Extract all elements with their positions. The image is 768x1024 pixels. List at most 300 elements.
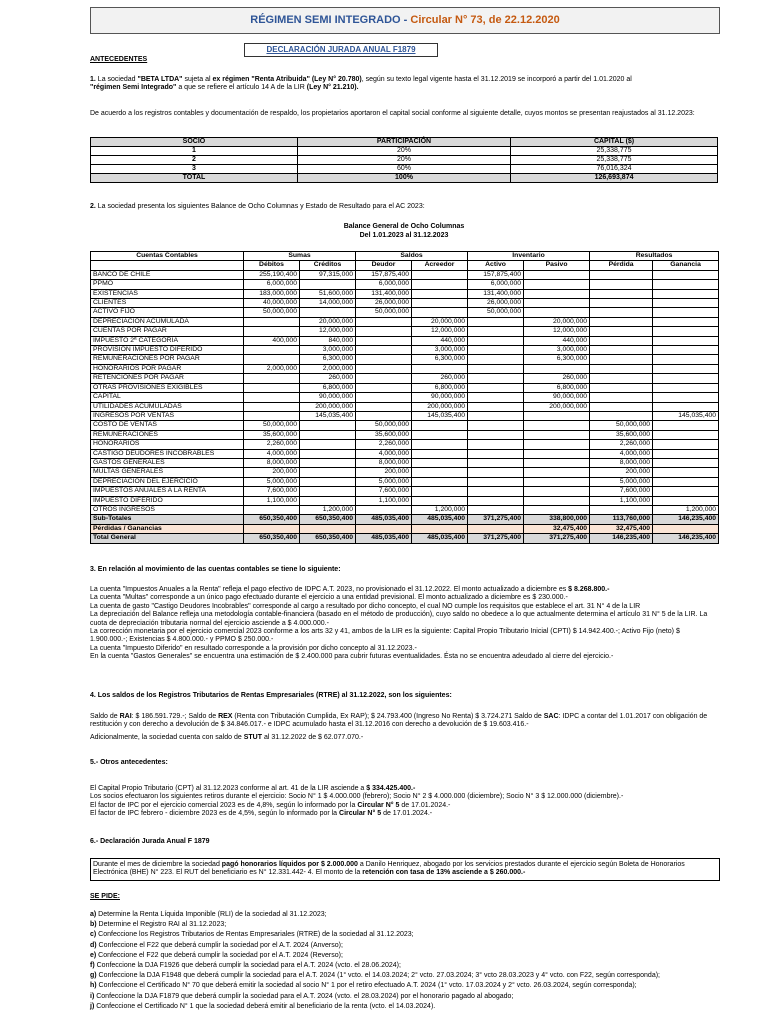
amount-cell [412, 299, 468, 308]
amount-cell [356, 374, 412, 383]
amount-cell [524, 411, 590, 420]
amount-cell: 12,000,000 [300, 327, 356, 336]
col-header: SOCIO [91, 138, 298, 147]
amount-cell [590, 308, 653, 317]
table-row [91, 496, 719, 505]
amount-cell [590, 411, 653, 420]
amount-cell: 51,600,000 [300, 289, 356, 298]
col-header: Ganancia [653, 261, 719, 270]
amount-cell [300, 430, 356, 439]
amount-cell: 485,035,400 [356, 534, 412, 543]
amount-cell: 97,315,000 [300, 270, 356, 279]
s5-line: Los socios efectuaron los siguientes retiros durante el ejercicio: Socio N° 1 $ 4.000.000 (febrero); Socio N° 2 $ 4.000.000 (diciembre); Socio N° 3 $ 12.000.000 (diciembre).- [90, 793, 624, 801]
amount-cell: 145,035,400 [300, 411, 356, 420]
col-header: Pérdida [590, 261, 653, 270]
amount-cell [300, 487, 356, 496]
sub-row [91, 515, 719, 524]
amount-cell [653, 477, 719, 486]
amount-cell: 3,000,000 [524, 346, 590, 355]
amount-cell [524, 280, 590, 289]
amount-cell: 113,760,000 [590, 515, 653, 524]
amount-cell: 20,000,000 [412, 317, 468, 326]
account-name: BANCO DE CHILE [91, 270, 244, 279]
amount-cell [524, 487, 590, 496]
amount-cell [524, 289, 590, 298]
account-name: UTILIDADES ACUMULADAS [91, 402, 244, 411]
table-row [91, 280, 719, 289]
se-pide-list [90, 911, 718, 1013]
amount-cell [412, 308, 468, 317]
amount-cell [244, 374, 300, 383]
antecedentes-p2: De acuerdo a los registros contables y documentación de respaldo, los propietarios aportaron el capital social conforme al siguiente detalle, cuyos montos se presentan reajustados al 31.12.2023: [90, 110, 695, 117]
table-row [91, 374, 719, 383]
amount-cell: 6,300,000 [524, 355, 590, 364]
amount-cell [653, 449, 719, 458]
amount-cell [590, 364, 653, 373]
amount-cell: 200,000,000 [412, 402, 468, 411]
amount-cell: 145,035,400 [653, 411, 719, 420]
amount-cell [653, 458, 719, 467]
amount-cell [356, 505, 412, 514]
amount-cell [590, 355, 653, 364]
amount-cell: 7,600,000 [590, 487, 653, 496]
amount-cell [468, 402, 524, 411]
amount-cell [590, 317, 653, 326]
tot-row [91, 534, 719, 543]
amount-cell: 485,035,400 [412, 515, 468, 524]
amount-cell: 146,235,400 [653, 515, 719, 524]
table-row [91, 327, 719, 336]
amount-cell [653, 270, 719, 279]
amount-cell [468, 487, 524, 496]
amount-cell [524, 496, 590, 505]
account-name: INGRESOS POR VENTAS [91, 411, 244, 420]
amount-cell [468, 524, 524, 533]
table-row [91, 458, 719, 467]
amount-cell: 371,275,400 [468, 534, 524, 543]
se-pide-heading: SE PIDE: [90, 893, 120, 900]
amount-cell: 32,475,400 [524, 524, 590, 533]
amount-cell [524, 440, 590, 449]
account-name: RETENCIONES POR PAGAR [91, 374, 244, 383]
account-name: DEPRECIACION DEL EJERCICIO [91, 477, 244, 486]
amount-cell: 2,260,000 [356, 440, 412, 449]
amount-cell [524, 505, 590, 514]
amount-cell [412, 280, 468, 289]
amount-cell: 371,275,400 [524, 534, 590, 543]
amount-cell [356, 524, 412, 533]
amount-cell: 1,100,000 [244, 496, 300, 505]
amount-cell: 32,475,400 [590, 524, 653, 533]
col-header: Saldos [356, 252, 468, 261]
title-regime: RÉGIMEN SEMI INTEGRADO - [250, 14, 411, 26]
s4-p2: Adicionalmente, la sociedad cuenta con saldo de STUT al 31.12.2022 de $ 62.077.070.- [90, 734, 364, 741]
amount-cell [653, 336, 719, 345]
amount-cell [468, 458, 524, 467]
amount-cell [356, 327, 412, 336]
amount-cell [356, 317, 412, 326]
amount-cell [468, 355, 524, 364]
account-name: REMUNERACIONES [91, 430, 244, 439]
amount-cell [524, 477, 590, 486]
antecedentes-heading: ANTECEDENTES [90, 56, 148, 63]
amount-cell [412, 458, 468, 467]
amount-cell: 20,000,000 [300, 317, 356, 326]
amount-cell [412, 468, 468, 477]
amount-cell [590, 505, 653, 514]
amount-cell: 131,400,000 [468, 289, 524, 298]
col-header: Débitos [244, 261, 300, 270]
amount-cell: 440,000 [412, 336, 468, 345]
amount-cell [468, 505, 524, 514]
account-name: COSTO DE VENTAS [91, 421, 244, 430]
amount-cell: 4,000,000 [590, 449, 653, 458]
table-row [91, 477, 719, 486]
amount-cell: 50,000,000 [468, 308, 524, 317]
amount-cell: 440,000 [524, 336, 590, 345]
balance-title: Balance General de Ocho Columnas [343, 223, 465, 230]
amount-cell [300, 477, 356, 486]
amount-cell: 371,275,400 [468, 515, 524, 524]
amount-cell [468, 317, 524, 326]
col-header: Activo [468, 261, 524, 270]
col-header: Acreedor [412, 261, 468, 270]
amount-cell: 8,000,000 [356, 458, 412, 467]
table-row [91, 364, 719, 373]
amount-cell: 5,000,000 [244, 477, 300, 486]
amount-cell [244, 346, 300, 355]
account-name: Total General [91, 534, 244, 543]
amount-cell: 6,300,000 [412, 355, 468, 364]
amount-cell: 50,000,000 [244, 421, 300, 430]
amount-cell: 1,100,000 [356, 496, 412, 505]
amount-cell: 2,260,000 [244, 440, 300, 449]
amount-cell [653, 402, 719, 411]
balance-table [90, 251, 719, 544]
amount-cell [653, 430, 719, 439]
amount-cell: 338,800,000 [524, 515, 590, 524]
amount-cell [468, 411, 524, 420]
table-row [91, 430, 719, 439]
s5-line: El Capital Propio Tributario (CPT) al 31.12.2023 conforme al art. 41 de la LIR asciende a $ 334.425.400.- [90, 785, 416, 792]
amount-cell: 6,800,000 [524, 383, 590, 392]
s4-p1: Saldo de RAI: $ 186.591.729.-; Saldo de REX (Renta con Tributación Cumplida, Ex RAP); $ 24.793.400 (Ingreso No Renta) $ 3.724.271 Saldo de SAC: IDPC a contar del 1.01.2017 con obligación de restitución y con derecho a devolución de $ 34.846.017.- e IDPC acumulado hasta el 31.12.2016 con derecho a devolución de $ 19.603.416.- [90, 713, 708, 729]
amount-cell [524, 449, 590, 458]
amount-cell: 14,000,000 [300, 299, 356, 308]
amount-cell [244, 505, 300, 514]
amount-cell [468, 496, 524, 505]
amount-cell [412, 524, 468, 533]
amount-cell: 90,000,000 [524, 393, 590, 402]
amount-cell [356, 383, 412, 392]
amount-cell [300, 524, 356, 533]
col-header: Cuentas Contables [91, 252, 244, 261]
amount-cell [590, 402, 653, 411]
amount-cell [653, 308, 719, 317]
amount-cell: 260,000 [300, 374, 356, 383]
table-row [91, 411, 719, 420]
account-name: HONORARIOS [91, 440, 244, 449]
table-row [91, 355, 719, 364]
amount-cell [468, 364, 524, 373]
amount-cell [412, 487, 468, 496]
account-name: CASTIGO DEUDORES INCOBRABLES [91, 449, 244, 458]
amount-cell: 8,000,000 [244, 458, 300, 467]
col-header: Sumas [244, 252, 356, 261]
amount-cell: 650,350,400 [244, 515, 300, 524]
balance-sub-header [91, 261, 719, 270]
amount-cell [356, 393, 412, 402]
col-header: CAPITAL ($) [511, 138, 718, 147]
title-circular: Circular N° 73, de 22.12.2020 [410, 14, 560, 26]
amount-cell: 12,000,000 [412, 327, 468, 336]
amount-cell: 90,000,000 [412, 393, 468, 402]
amount-cell [590, 289, 653, 298]
amount-cell: 183,000,000 [244, 289, 300, 298]
amount-cell: 26,000,000 [356, 299, 412, 308]
amount-cell: 6,800,000 [300, 383, 356, 392]
balance-period: Del 1.01.2023 al 31.12.2023 [359, 232, 449, 239]
col-header: Resultados [590, 252, 719, 261]
amount-cell: 650,350,400 [300, 515, 356, 524]
account-name: EXISTENCIAS [91, 289, 244, 298]
table-row [91, 383, 719, 392]
amount-cell: 50,000,000 [356, 421, 412, 430]
amount-cell [524, 299, 590, 308]
amount-cell [653, 355, 719, 364]
table-row [91, 421, 719, 430]
s3-line: La cuenta "Impuestos Anuales a la Renta" refleja el pago efectivo de IDPC A.T. 2023, no provisionado el 31.12.2022. El monto actualizado a diciembre es $ 8.268.800.- [90, 586, 610, 593]
amount-cell [244, 524, 300, 533]
table-row [91, 270, 719, 279]
s3-line: En la cuenta "Gastos Generales" se encuentra una estimación de $ 2.400.000 para cubrir futuras eventualidades. Ésta no se encuentra adeudado al cierre del ejercicio.- [90, 653, 614, 661]
amount-cell: 485,035,400 [356, 515, 412, 524]
list-item: h) Confeccione el Certificado N° 70 que deberá emitir la sociedad al socio N° 1 por el retiro efectuado A.T. 2024 (1° vcto. 17.03.2024 y 2° vcto. 26.03.2024, según corresponda); [90, 982, 637, 990]
list-item: d) Confeccione el F22 que deberá cumplir la sociedad por el A.T. 2024 (Anverso); [90, 941, 343, 949]
amount-cell [412, 270, 468, 279]
account-name: Pérdidas / Ganancias [91, 524, 244, 533]
account-name: IMPUESTO 2ª CATEGORIA [91, 336, 244, 345]
account-name: IMPUESTOS ANUALES A LA RENTA [91, 487, 244, 496]
amount-cell: 4,000,000 [356, 449, 412, 458]
table-row [91, 308, 719, 317]
amount-cell [468, 421, 524, 430]
amount-cell [590, 280, 653, 289]
amount-cell [590, 299, 653, 308]
amount-cell: 650,350,400 [244, 534, 300, 543]
amount-cell [412, 364, 468, 373]
amount-cell: 200,000 [244, 468, 300, 477]
pg-row [91, 524, 719, 533]
amount-cell: 200,000,000 [524, 402, 590, 411]
table-row [91, 289, 719, 298]
amount-cell [412, 449, 468, 458]
socios-table [90, 137, 718, 183]
s5-line: El factor de IPC por el ejercicio comercial 2023 es de 4,8%, según lo informado por la Circular N° 5 de 17.01.2024.- [90, 801, 451, 809]
account-name: REMUNERACIONES POR PAGAR [91, 355, 244, 364]
table-row [91, 336, 719, 345]
amount-cell: 50,000,000 [356, 308, 412, 317]
amount-cell: 1,200,000 [412, 505, 468, 514]
amount-cell [412, 440, 468, 449]
amount-cell: 6,300,000 [300, 355, 356, 364]
account-name: DEPRECIACION ACUMULADA [91, 317, 244, 326]
account-name: ACTIVO FIJO [91, 308, 244, 317]
table-row: 2 20% 25,338,775 [91, 156, 718, 165]
account-name: Sub-Totales [91, 515, 244, 524]
amount-cell [300, 449, 356, 458]
account-name: CLIENTES [91, 299, 244, 308]
amount-cell [653, 327, 719, 336]
balance-intro: 2. La sociedad presenta los siguientes Balance de Ocho Columnas y Estado de Resultado para el AC 2023: [90, 203, 425, 210]
table-row [91, 468, 719, 477]
amount-cell [300, 440, 356, 449]
amount-cell [524, 458, 590, 467]
amount-cell [524, 430, 590, 439]
amount-cell: 146,235,400 [653, 534, 719, 543]
amount-cell [300, 280, 356, 289]
amount-cell [412, 289, 468, 298]
amount-cell [468, 393, 524, 402]
amount-cell: 8,000,000 [590, 458, 653, 467]
amount-cell [653, 496, 719, 505]
s3-line: La cuenta de gasto "Castigo Deudores Incobrables" corresponde al cargo a resultado por dicho concepto, el cual NO cumple los requisitos que establece el art. 31 N° 4 de la LIR [90, 602, 641, 610]
list-item: e) Confeccione el F22 que deberá cumplir la sociedad por el A.T. 2024 (Reverso); [90, 951, 343, 959]
table-row [91, 449, 719, 458]
amount-cell: 146,235,400 [590, 534, 653, 543]
account-name: PPMO [91, 280, 244, 289]
amount-cell [653, 383, 719, 392]
col-header: Inventario [468, 252, 590, 261]
amount-cell: 840,000 [300, 336, 356, 345]
s3-line: La depreciación del Balance refleja una metodología contable-financiera (basado en el método de producción), cuyo saldo no obedece a lo que actualmente determina el artículo 31 N° 5 de la LIR. La cuota de depreciación tributaria normal del ejercicio asciende a $ 4.000.000.- [90, 611, 708, 627]
account-name: CUENTAS POR PAGAR [91, 327, 244, 336]
amount-cell: 90,000,000 [300, 393, 356, 402]
amount-cell: 1,200,000 [653, 505, 719, 514]
amount-cell [244, 317, 300, 326]
amount-cell: 2,260,000 [590, 440, 653, 449]
col-header: Pasivo [524, 261, 590, 270]
table-row [91, 299, 719, 308]
amount-cell: 260,000 [412, 374, 468, 383]
amount-cell: 12,000,000 [524, 327, 590, 336]
amount-cell [468, 468, 524, 477]
amount-cell: 7,600,000 [356, 487, 412, 496]
amount-cell: 5,000,000 [356, 477, 412, 486]
list-item: b) Determine el Registro RAI al 31.12.2023; [90, 921, 227, 929]
amount-cell [590, 346, 653, 355]
amount-cell [468, 449, 524, 458]
account-name: OTRAS PROVISIONES EXIGIBLES [91, 383, 244, 392]
amount-cell [590, 327, 653, 336]
s3-body [90, 586, 718, 662]
account-name: IMPUESTO DIFERIDO [91, 496, 244, 505]
amount-cell [468, 477, 524, 486]
amount-cell [412, 496, 468, 505]
table-row [91, 346, 719, 355]
amount-cell: 35,600,000 [244, 430, 300, 439]
s6-heading: 6.- Declaración Jurada Anual F 1879 [90, 838, 210, 845]
list-item: j) Confeccione el Certificado N° 1 que la sociedad deberá emitir al beneficiario de la renta (vcto. el 14.03.2024). [90, 1002, 436, 1010]
table-row: 3 60% 76,016,324 [91, 165, 718, 174]
amount-cell [653, 299, 719, 308]
amount-cell: 255,190,400 [244, 270, 300, 279]
table-row [91, 317, 719, 326]
amount-cell [356, 411, 412, 420]
table-row: 1 20% 25,338,775 [91, 147, 718, 156]
amount-cell [244, 355, 300, 364]
amount-cell [468, 346, 524, 355]
amount-cell [244, 383, 300, 392]
amount-cell [468, 327, 524, 336]
amount-cell: 3,000,000 [300, 346, 356, 355]
antecedentes-p1: 1. La sociedad "BETA LTDA" sujeta al ex régimen "Renta Atribuida" (Ley N° 20.780), según su texto legal vigente hasta el 31.12.2019 se incorporó a partir del 1.01.2020 al "régimen Semi Integrado" a que se refiere el artículo 14 A de la LIR (Ley N° 21.210). [90, 76, 632, 92]
amount-cell [468, 440, 524, 449]
s4-heading: 4. Los saldos de los Registros Tributarios de Rentas Empresariales (RTRE) al 31.12.2022, son los siguientes: [90, 692, 452, 699]
amount-cell [412, 421, 468, 430]
amount-cell [468, 336, 524, 345]
amount-cell [653, 468, 719, 477]
amount-cell: 200,000,000 [300, 402, 356, 411]
amount-cell [300, 458, 356, 467]
account-name: MULTAS GENERALES [91, 468, 244, 477]
account-name: HONORARIOS POR PAGAR [91, 364, 244, 373]
amount-cell: 1,100,000 [590, 496, 653, 505]
total-row: TOTAL 100% 126,693,874 [91, 174, 718, 183]
balance-group-header [91, 252, 719, 261]
table-row [91, 487, 719, 496]
account-name: OTROS INGRESOS [91, 505, 244, 514]
amount-cell: 20,000,000 [524, 317, 590, 326]
amount-cell [356, 346, 412, 355]
list-item: f) Confeccione la DJA F1926 que deberá cumplir la sociedad para el A.T. 2024 (vcto. el 28.06.2024); [90, 961, 401, 969]
amount-cell: 145,035,400 [412, 411, 468, 420]
account-name: CAPITAL [91, 393, 244, 402]
table-row [91, 440, 719, 449]
amount-cell: 157,875,400 [468, 270, 524, 279]
amount-cell: 40,000,000 [244, 299, 300, 308]
amount-cell: 400,000 [244, 336, 300, 345]
list-item: c) Confeccione los Registros Tributarios de Rentas Empresariales (RTRE) de la sociedad al 31.12.2023; [90, 931, 414, 939]
amount-cell: 650,350,400 [300, 534, 356, 543]
amount-cell [356, 336, 412, 345]
amount-cell [590, 393, 653, 402]
amount-cell [653, 289, 719, 298]
amount-cell [524, 364, 590, 373]
amount-cell: 2,000,000 [300, 364, 356, 373]
amount-cell [524, 421, 590, 430]
amount-cell [590, 383, 653, 392]
amount-cell: 6,000,000 [468, 280, 524, 289]
amount-cell [524, 308, 590, 317]
amount-cell: 200,000 [356, 468, 412, 477]
amount-cell [653, 364, 719, 373]
account-name: GASTOS GENERALES [91, 458, 244, 467]
amount-cell [412, 477, 468, 486]
list-item: i) Confeccione la DJA F1879 que deberá cumplir la sociedad para el A.T. 2024 (vcto. el 28.03.2024) por el honorario pagado al abogado; [90, 992, 514, 1000]
amount-cell: 35,600,000 [356, 430, 412, 439]
document-title [90, 7, 720, 34]
account-name: PROVISION IMPUESTO DIFERIDO [91, 346, 244, 355]
amount-cell [468, 430, 524, 439]
amount-cell [356, 355, 412, 364]
amount-cell: 131,400,000 [356, 289, 412, 298]
amount-cell: 3,000,000 [412, 346, 468, 355]
list-item: g) Confeccione la DJA F1948 que deberá cumplir la sociedad para el A.T. 2024 (1° vcto. el 14.03.2024; 2° vcto. 27.03.2024; 3° vcto 28.03.2023 y 4° vcto. con F22, según corresponda); [90, 972, 660, 980]
amount-cell [653, 374, 719, 383]
amount-cell [524, 468, 590, 477]
amount-cell: 485,035,400 [412, 534, 468, 543]
